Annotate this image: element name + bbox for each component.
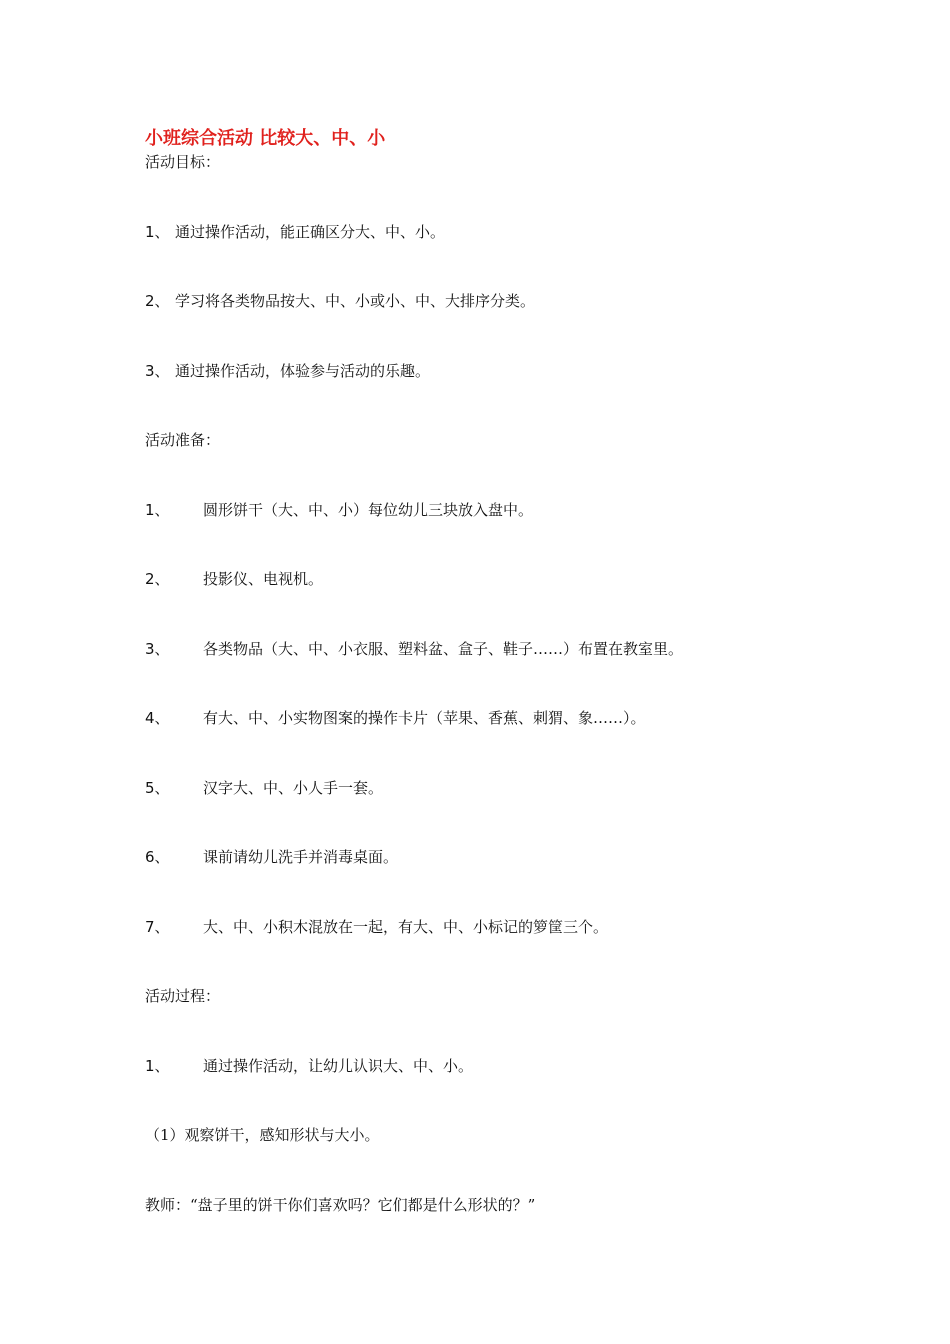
prep-number: 2、	[145, 570, 170, 588]
document-title: 小班综合活动 比较大、中、小	[145, 128, 386, 149]
process-number: 1、	[145, 1057, 170, 1075]
goal-item-1	[145, 222, 445, 242]
prep-number: 7、	[145, 918, 170, 936]
process-text: 通过操作活动，让幼儿认识大、中、小。	[203, 1057, 474, 1075]
prep-number: 4、	[145, 709, 170, 727]
goal-number: 1、	[145, 223, 170, 241]
prep-number: 5、	[145, 779, 170, 797]
prep-text: 圆形饼干（大、中、小）每位幼儿三块放入盘中。	[203, 501, 534, 519]
prep-number: 6、	[145, 848, 170, 866]
prep-item-7	[145, 917, 608, 937]
goal-text: 通过操作活动，体验参与活动的乐趣。	[175, 362, 431, 380]
prep-text: 有大、中、小实物图案的操作卡片（苹果、香蕉、刺猬、象……）。	[203, 709, 646, 727]
prep-item-4	[145, 708, 646, 728]
prep-text: 投影仪、电视机。	[203, 570, 324, 588]
process-heading: 活动过程：	[145, 987, 221, 1005]
process-item-1	[145, 1056, 473, 1076]
prep-text: 课前请幼儿洗手并消毒桌面。	[203, 848, 399, 866]
goal-text: 通过操作活动，能正确区分大、中、小。	[175, 223, 446, 241]
prep-heading: 活动准备：	[145, 431, 221, 449]
prep-item-6	[145, 847, 398, 867]
goals-heading: 活动目标：	[145, 153, 221, 171]
goal-item-3	[145, 361, 430, 381]
goal-number: 2、	[145, 292, 170, 310]
prep-text: 汉字大、中、小人手一套。	[203, 779, 384, 797]
prep-text: 大、中、小积木混放在一起，有大、中、小标记的箩筐三个。	[203, 918, 609, 936]
prep-text: 各类物品（大、中、小衣服、塑料盆、盒子、鞋子……）布置在教室里。	[203, 640, 684, 658]
prep-number: 3、	[145, 640, 170, 658]
goal-text: 学习将各类物品按大、中、小或小、中、大排序分类。	[175, 292, 536, 310]
prep-item-1	[145, 500, 533, 520]
prep-number: 1、	[145, 501, 170, 519]
teacher-quote: 教师：“盘子里的饼干你们喜欢吗？它们都是什么形状的？”	[145, 1196, 536, 1214]
prep-item-2	[145, 569, 323, 589]
process-subitem: （1）观察饼干，感知形状与大小。	[145, 1126, 380, 1144]
prep-item-3	[145, 639, 683, 659]
goal-item-2	[145, 291, 535, 311]
goal-number: 3、	[145, 362, 170, 380]
prep-item-5	[145, 778, 383, 798]
